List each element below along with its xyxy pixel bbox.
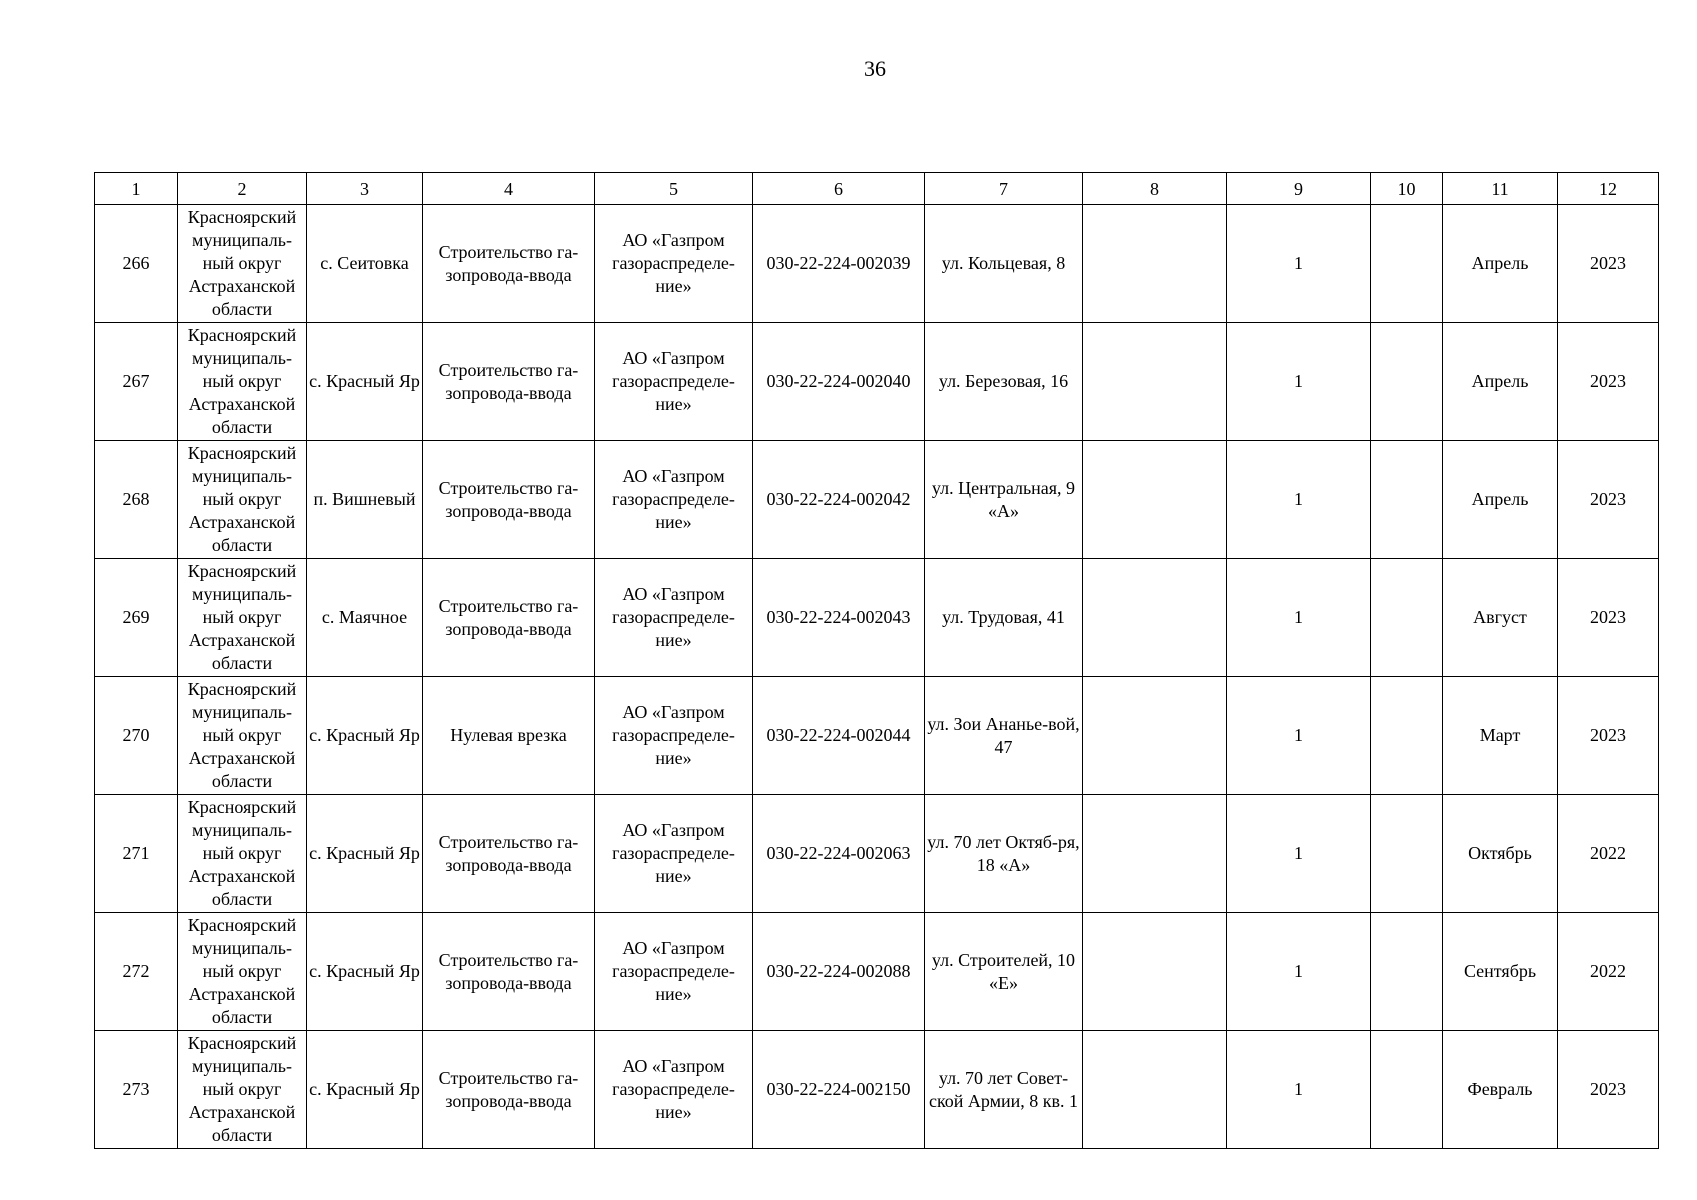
column-header: 11	[1443, 173, 1558, 205]
register-table	[94, 172, 1659, 1149]
column-8-cell	[1083, 795, 1227, 913]
month-cell: Март	[1443, 677, 1558, 795]
quantity-cell: 1	[1227, 795, 1371, 913]
year-cell: 2022	[1558, 795, 1659, 913]
settlement-cell: п. Вишневый	[307, 441, 423, 559]
year-cell: 2023	[1558, 441, 1659, 559]
year-cell: 2023	[1558, 677, 1659, 795]
year-cell: 2022	[1558, 913, 1659, 1031]
column-header: 8	[1083, 173, 1227, 205]
year-cell: 2023	[1558, 205, 1659, 323]
organization-cell: АО «Газпром газораспределе-ние»	[595, 441, 753, 559]
column-header: 10	[1371, 173, 1443, 205]
object-code-cell: 030-22-224-002150	[753, 1031, 925, 1149]
settlement-cell: с. Красный Яр	[307, 677, 423, 795]
quantity-cell: 1	[1227, 1031, 1371, 1149]
column-8-cell	[1083, 1031, 1227, 1149]
object-code-cell: 030-22-224-002042	[753, 441, 925, 559]
district-cell: Красноярский муниципаль-ный округ Астраханской области	[178, 1031, 307, 1149]
table-row	[95, 795, 1659, 913]
settlement-cell: с. Красный Яр	[307, 323, 423, 441]
row-number-cell: 272	[95, 913, 178, 1031]
object-code-cell: 030-22-224-002039	[753, 205, 925, 323]
column-header: 3	[307, 173, 423, 205]
address-cell: ул. Кольцевая, 8	[925, 205, 1083, 323]
table-row	[95, 677, 1659, 795]
column-header: 6	[753, 173, 925, 205]
work-type-cell: Строительство га-зопровода-ввода	[423, 205, 595, 323]
year-cell: 2023	[1558, 1031, 1659, 1149]
table-row	[95, 205, 1659, 323]
object-code-cell: 030-22-224-002040	[753, 323, 925, 441]
column-header: 2	[178, 173, 307, 205]
column-10-cell	[1371, 677, 1443, 795]
column-8-cell	[1083, 677, 1227, 795]
district-cell: Красноярский муниципаль-ный округ Астраханской области	[178, 323, 307, 441]
year-cell: 2023	[1558, 559, 1659, 677]
row-number-cell: 268	[95, 441, 178, 559]
district-cell: Красноярский муниципаль-ный округ Астраханской области	[178, 913, 307, 1031]
organization-cell: АО «Газпром газораспределе-ние»	[595, 1031, 753, 1149]
month-cell: Апрель	[1443, 441, 1558, 559]
quantity-cell: 1	[1227, 913, 1371, 1031]
month-cell: Апрель	[1443, 205, 1558, 323]
column-10-cell	[1371, 1031, 1443, 1149]
address-cell: ул. 70 лет Октяб-ря, 18 «А»	[925, 795, 1083, 913]
address-cell: ул. Трудовая, 41	[925, 559, 1083, 677]
column-header: 9	[1227, 173, 1371, 205]
column-8-cell	[1083, 559, 1227, 677]
month-cell: Октябрь	[1443, 795, 1558, 913]
object-code-cell: 030-22-224-002088	[753, 913, 925, 1031]
column-header: 5	[595, 173, 753, 205]
organization-cell: АО «Газпром газораспределе-ние»	[595, 677, 753, 795]
district-cell: Красноярский муниципаль-ный округ Астраханской области	[178, 441, 307, 559]
address-cell: ул. Зои Ананье-вой, 47	[925, 677, 1083, 795]
work-type-cell: Строительство га-зопровода-ввода	[423, 913, 595, 1031]
month-cell: Август	[1443, 559, 1558, 677]
header-row	[95, 173, 1659, 205]
page-number: 36	[864, 56, 886, 81]
organization-cell: АО «Газпром газораспределе-ние»	[595, 559, 753, 677]
column-10-cell	[1371, 323, 1443, 441]
table-row	[95, 323, 1659, 441]
settlement-cell: с. Сеитовка	[307, 205, 423, 323]
column-10-cell	[1371, 205, 1443, 323]
address-cell: ул. Строителей, 10 «Е»	[925, 913, 1083, 1031]
organization-cell: АО «Газпром газораспределе-ние»	[595, 323, 753, 441]
quantity-cell: 1	[1227, 205, 1371, 323]
quantity-cell: 1	[1227, 441, 1371, 559]
row-number-cell: 273	[95, 1031, 178, 1149]
column-header: 1	[95, 173, 178, 205]
address-cell: ул. Березовая, 16	[925, 323, 1083, 441]
address-cell: ул. 70 лет Совет-ской Армии, 8 кв. 1	[925, 1031, 1083, 1149]
object-code-cell: 030-22-224-002063	[753, 795, 925, 913]
work-type-cell: Строительство га-зопровода-ввода	[423, 323, 595, 441]
district-cell: Красноярский муниципаль-ный округ Астраханской области	[178, 677, 307, 795]
column-10-cell	[1371, 559, 1443, 677]
settlement-cell: с. Красный Яр	[307, 913, 423, 1031]
row-number-cell: 271	[95, 795, 178, 913]
column-10-cell	[1371, 795, 1443, 913]
table-row	[95, 1031, 1659, 1149]
row-number-cell: 270	[95, 677, 178, 795]
row-number-cell: 266	[95, 205, 178, 323]
month-cell: Сентябрь	[1443, 913, 1558, 1031]
work-type-cell: Строительство га-зопровода-ввода	[423, 559, 595, 677]
column-8-cell	[1083, 441, 1227, 559]
year-cell: 2023	[1558, 323, 1659, 441]
quantity-cell: 1	[1227, 559, 1371, 677]
column-10-cell	[1371, 913, 1443, 1031]
column-10-cell	[1371, 441, 1443, 559]
district-cell: Красноярский муниципаль-ный округ Астраханской области	[178, 205, 307, 323]
row-number-cell: 267	[95, 323, 178, 441]
month-cell: Февраль	[1443, 1031, 1558, 1149]
work-type-cell: Строительство га-зопровода-ввода	[423, 1031, 595, 1149]
settlement-cell: с. Красный Яр	[307, 795, 423, 913]
row-number-cell: 269	[95, 559, 178, 677]
object-code-cell: 030-22-224-002043	[753, 559, 925, 677]
organization-cell: АО «Газпром газораспределе-ние»	[595, 795, 753, 913]
organization-cell: АО «Газпром газораспределе-ние»	[595, 913, 753, 1031]
work-type-cell: Строительство га-зопровода-ввода	[423, 795, 595, 913]
quantity-cell: 1	[1227, 677, 1371, 795]
month-cell: Апрель	[1443, 323, 1558, 441]
organization-cell: АО «Газпром газораспределе-ние»	[595, 205, 753, 323]
work-type-cell: Нулевая врезка	[423, 677, 595, 795]
address-cell: ул. Центральная, 9 «А»	[925, 441, 1083, 559]
column-header: 4	[423, 173, 595, 205]
district-cell: Красноярский муниципаль-ный округ Астраханской области	[178, 559, 307, 677]
quantity-cell: 1	[1227, 323, 1371, 441]
column-8-cell	[1083, 323, 1227, 441]
table-row	[95, 559, 1659, 677]
column-8-cell	[1083, 913, 1227, 1031]
settlement-cell: с. Красный Яр	[307, 1031, 423, 1149]
work-type-cell: Строительство га-зопровода-ввода	[423, 441, 595, 559]
settlement-cell: с. Маячное	[307, 559, 423, 677]
object-code-cell: 030-22-224-002044	[753, 677, 925, 795]
district-cell: Красноярский муниципаль-ный округ Астраханской области	[178, 795, 307, 913]
table-row	[95, 913, 1659, 1031]
table-row	[95, 441, 1659, 559]
column-header: 7	[925, 173, 1083, 205]
column-header: 12	[1558, 173, 1659, 205]
column-8-cell	[1083, 205, 1227, 323]
